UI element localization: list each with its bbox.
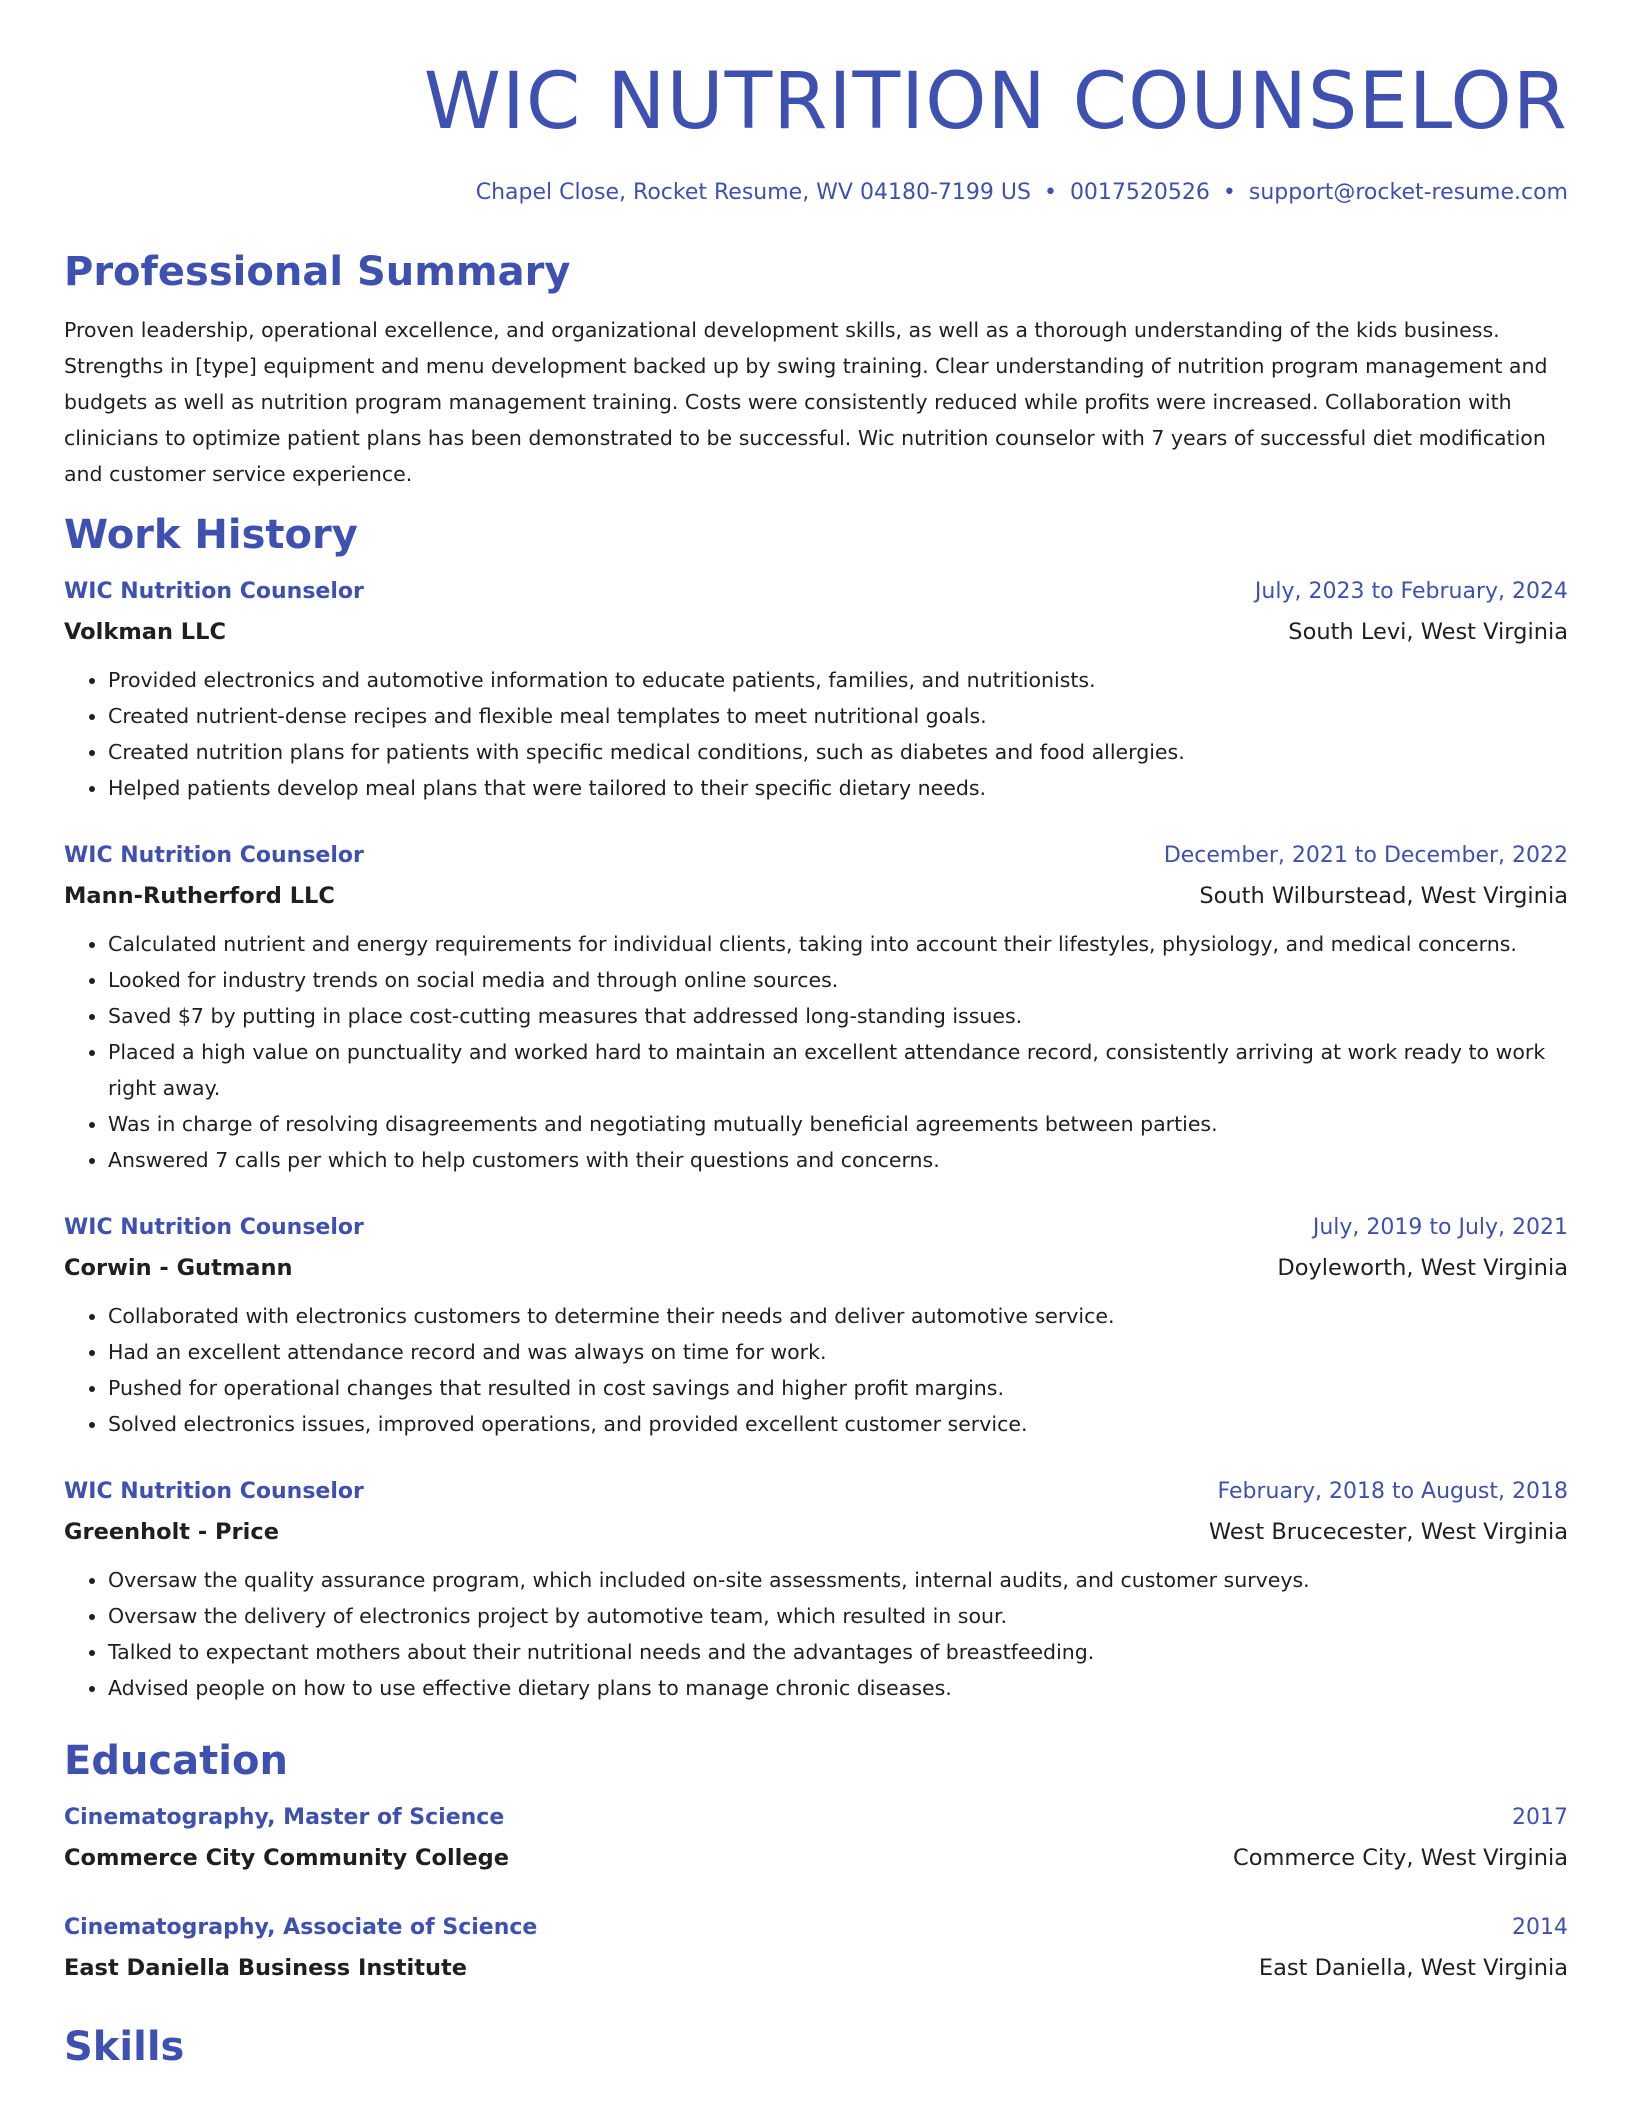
education-entry	[64, 1908, 1568, 1988]
job-entry	[64, 1208, 1568, 1442]
job-bullet: • Created nutrient-dense recipes and flexible meal templates to meet nutritional goals.	[108, 698, 1568, 734]
education-year: 2017	[1512, 1805, 1568, 1830]
job-location: Doyleworth, West Virginia	[1277, 1255, 1568, 1281]
education-school-row	[64, 1838, 1568, 1878]
contact-email[interactable]: support@rocket-resume.com	[1248, 180, 1568, 205]
education-location: East Daniella, West Virginia	[1258, 1955, 1568, 1981]
job-bullet: • Pushed for operational changes that resulted in cost savings and higher profit margins.	[108, 1370, 1568, 1406]
contact-phone: 0017520526	[1069, 180, 1210, 205]
job-bullet: • Calculated nutrient and energy requirements for individual clients, taking into account their lifestyles, physiology, and medical concerns.	[108, 926, 1568, 962]
job-bullet: • Advised people on how to use effective dietary plans to manage chronic diseases.	[108, 1670, 1568, 1706]
job-company: Corwin - Gutmann	[64, 1255, 293, 1281]
job-dates: December, 2021 to December, 2022	[1163, 843, 1568, 868]
resume-page	[64, 0, 1568, 2072]
section-title-skills: Skills	[64, 2024, 185, 2070]
education-header-row	[64, 1908, 1568, 1948]
job-bullet: • Created nutrition plans for patients with specific medical conditions, such as diabetes and food allergies.	[108, 734, 1568, 770]
job-entry	[64, 572, 1568, 806]
job-title: WIC Nutrition Counselor	[64, 1479, 364, 1504]
job-bullet: • Was in charge of resolving disagreements and negotiating mutually beneficial agreements between parties.	[108, 1106, 1568, 1142]
job-bullet: • Helped patients develop meal plans that were tailored to their specific dietary needs.	[108, 770, 1568, 806]
education-location: Commerce City, West Virginia	[1233, 1845, 1568, 1871]
education-list	[64, 1798, 1568, 1988]
job-bullet: • Talked to expectant mothers about their nutritional needs and the advantages of breastfeeding.	[108, 1634, 1568, 1670]
education-header-row	[64, 1798, 1568, 1838]
job-dates: February, 2018 to August, 2018	[1217, 1479, 1568, 1504]
section-title-education: Education	[64, 1738, 288, 1784]
job-location: South Levi, West Virginia	[1288, 619, 1568, 645]
job-company: Greenholt - Price	[64, 1519, 279, 1545]
job-entry	[64, 1472, 1568, 1706]
job-company: Volkman LLC	[64, 619, 226, 645]
job-bullet: • Oversaw the quality assurance program, which included on-site assessments, internal audits, and customer surveys.	[108, 1562, 1568, 1598]
job-location: South Wilburstead, West Virginia	[1199, 883, 1568, 909]
job-bullet: • Collaborated with electronics customers to determine their needs and deliver automotive service.	[108, 1298, 1568, 1334]
job-bullet: • Oversaw the delivery of electronics project by automotive team, which resulted in sour.	[108, 1598, 1568, 1634]
job-entry	[64, 836, 1568, 1178]
job-bullet: • Answered 7 calls per which to help customers with their questions and concerns.	[108, 1142, 1568, 1178]
job-header-row	[64, 1472, 1568, 1512]
job-location: West Brucecester, West Virginia	[1208, 1519, 1568, 1545]
job-company-row	[64, 1512, 1568, 1552]
job-company: Mann-Rutherford LLC	[64, 883, 335, 909]
education-year: 2014	[1512, 1915, 1568, 1940]
job-bullet: • Placed a high value on punctuality and worked hard to maintain an excellent attendance record, consistently arriving at work ready to work right away.	[108, 1034, 1568, 1106]
education-degree: Cinematography, Master of Science	[64, 1805, 505, 1830]
job-header-row	[64, 836, 1568, 876]
job-company-row	[64, 876, 1568, 916]
job-bullet: • Looked for industry trends on social media and through online sources.	[108, 962, 1568, 998]
job-bullet: • Provided electronics and automotive information to educate patients, families, and nutritionists.	[108, 662, 1568, 698]
job-bullet-list	[64, 1562, 1568, 1706]
contact-line	[64, 178, 1568, 208]
job-bullet-list	[64, 662, 1568, 806]
job-company-row	[64, 1248, 1568, 1288]
contact-address: Chapel Close, Rocket Resume, WV 04180-7199 US	[475, 180, 1031, 205]
job-dates: July, 2023 to February, 2024	[1254, 579, 1568, 604]
work-history-list	[64, 572, 1568, 1706]
job-bullet: • Had an excellent attendance record and was always on time for work.	[108, 1334, 1568, 1370]
section-title-summary: Professional Summary	[64, 249, 571, 295]
job-company-row	[64, 612, 1568, 652]
job-bullet-list	[64, 1298, 1568, 1442]
job-title: WIC Nutrition Counselor	[64, 1215, 364, 1240]
job-header-row	[64, 1208, 1568, 1248]
summary-text: Proven leadership, operational excellence, and organizational development skills, as well as a thorough understanding of the kids business. Strengths in [type] equipment and menu development backed up by swing training. Clear understanding of nutrition program management and budgets as well as nutrition program management training. Costs were consistently reduced while profits were increased. Collaboration with clinicians to optimize patient plans has been demonstrated to be successful. Wic nutrition counselor with 7 years of successful diet modification and customer service experience.	[64, 318, 1548, 486]
section-title-work-history: Work History	[64, 512, 358, 558]
contact-separator: •	[1043, 180, 1057, 205]
education-school: East Daniella Business Institute	[64, 1955, 468, 1981]
job-title: WIC Nutrition Counselor	[64, 579, 364, 604]
resume-name: WIC NUTRITION COUNSELOR	[423, 57, 1568, 147]
job-dates: July, 2019 to July, 2021	[1312, 1215, 1568, 1240]
education-school-row	[64, 1948, 1568, 1988]
education-school: Commerce City Community College	[64, 1845, 510, 1871]
job-title: WIC Nutrition Counselor	[64, 843, 364, 868]
job-bullet: • Solved electronics issues, improved operations, and provided excellent customer service.	[108, 1406, 1568, 1442]
education-degree: Cinematography, Associate of Science	[64, 1915, 538, 1940]
contact-separator: •	[1222, 180, 1236, 205]
job-header-row	[64, 572, 1568, 612]
job-bullet-list	[64, 926, 1568, 1178]
education-entry	[64, 1798, 1568, 1878]
job-bullet: • Saved $7 by putting in place cost-cutting measures that addressed long-standing issues.	[108, 998, 1568, 1034]
